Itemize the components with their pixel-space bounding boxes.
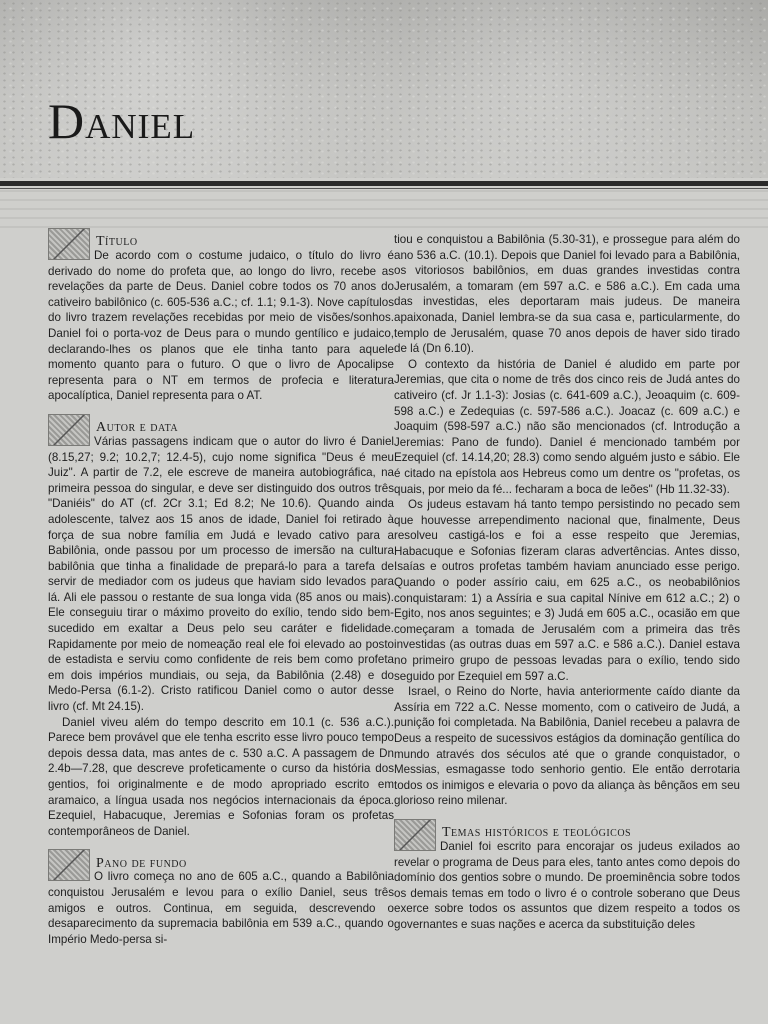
paragraph: Daniel viveu além do tempo descrito em 10.1 (c. 536 a.C.). Parece bem provável que ele tenha escrito esse livro pouco tempo depois dessa data, mas antes de c. 530 a.C. A passagem de Dn 2.4b—7.28, que descreve profeticamente o curso da história dos gentios, foi originalmente e de modo apropriado escrito em aramaico, a língua usada nos negócios internacionais da época. Ezequiel, Habacuque, Jeremias e Sofonias foram os profetas contemporâneos de Daniel. — [48, 715, 394, 838]
scroll-icon — [48, 228, 90, 260]
paragraph: O livro começa no ano de 605 a.C., quando a Babilônia conquistou Jerusalém e levou para o exílio Daniel, seus três amigos e outros. Continua, em seguida, descrevendo o desaparecimento da supremacia babilônia em 539 a.C., quando o Império Medo-persa si- — [48, 870, 394, 946]
paragraph: Várias passagens indicam que o autor do livro é Daniel (8.15,27; 9.2; 10.2,7; 12.4-5), cujo nome significa "Deus é meu Juiz". A partir de 7.2, ele escreve de maneira autobiográfica, na primeira pessoa do singular, e deve ser distinguido dos outros três "Daniéis" do AT (cf. 2Cr 3.1; Ed 8.2; Ne 10.6). Quando ainda adolescente, talvez aos 15 anos de idade, Daniel foi retirado à força de sua nobre família em Judá e levado cativo para a Babilônia, onde passou por um processo de imersão na cultura babilônia que tinha a finalidade de prepará-lo para a tarefa de servir de mediador com os judeus que haviam sido levados para lá. Ali ele passou o restante de sua longa vida (85 anos ou mais). Ele conseguiu tirar o máximo proveito do exílio, tendo sido bem-sucedido em exaltar a Deus pelo seu caráter e fidelidade. Rapidamente por meio de nomeação real ele foi elevado ao posto de estadista e serviu como confidente de reis bem como profeta em dois impérios mundiais, ou seja, da Babilônia (2.48) e do Medo-Persa (6.1-2). Cristo ratificou Daniel como o autor desse livro (cf. Mt 24.15). — [48, 434, 394, 714]
section-title-temas: Temas históricos e teológicos — [442, 825, 632, 841]
paragraph: Daniel foi escrito para encorajar os judeus exilados ao revelar o programa de Deus para eles, tanto antes como depois do domínio dos gentios sobre o mundo. De proeminência sobre todos os demais temas em todo o livro é o controle soberano que Deus exerce sobre todos os assuntos que dizem respeito a todos os governantes e suas nações e acerca da substituição deles — [394, 839, 740, 931]
book-title: Daniel — [48, 93, 196, 149]
scroll-icon — [394, 819, 436, 851]
scroll-icon — [48, 849, 90, 881]
scroll-icon — [48, 414, 90, 446]
section-title-titulo: Título — [96, 234, 138, 250]
header-rule — [0, 181, 768, 186]
header-rule-thin — [0, 188, 768, 189]
paragraph: Os judeus estavam há tanto tempo persistindo no pecado sem que houvesse arrependimento nacional que, finalmente, Deus resolveu castigá-los e foi a esse respeito que Jeremias, Habacuque e Sofonias fizeram claras advertências. Antes disso, Isaías e outros profetas também haviam anunciado esse perigo. Quando o poder assírio caiu, em 625 a.C., os neobabilônios conquistaram: 1) a Assíria e sua capital Nínive em 612 a.C.; 2) o Egito, nos anos seguintes; e 3) Judá em 605 a.C., ocasião em que começaram a tomada de Jerusalém com a primeira das três investidas (as outras duas em 597 a.C. e 586 a.C.). Daniel estava no primeiro grupo de pessoas levadas para o exílio, tendo sido seguido por Ezequiel em 597 a.C. — [394, 498, 740, 683]
left-column — [48, 232, 394, 961]
section-title-autor-data: Autor e data — [96, 420, 179, 436]
section-titulo — [48, 232, 394, 404]
continued-text — [394, 232, 740, 809]
chapter-header-banner — [0, 0, 768, 178]
header-texture — [0, 0, 768, 178]
paragraph: tiou e conquistou a Babilônia (5.30-31), e prossegue para além do ano 536 a.C. (10.1). Depois que Daniel foi levado para a Babilônia, os vitoriosos babilônios, em duas grandes investidas contra Jerusalém, a tomaram (em 597 a.C. e 586 a.C.). Em cada uma das investidas, eles deportaram mais judeus. De maneira apaixonada, Daniel lembra-se da sua casa e, particularmente, do templo de Jerusalém, quase 70 anos depois de haver sido tirado de lá (Dn 6.10). — [394, 233, 740, 356]
paragraph: O contexto da história de Daniel é aludido em parte por Jeremias, que cita o nome de três dos cinco reis de Judá antes do cativeiro (cf. Jr 1.1-3): Josias (c. 641-609 a.C.), Jeoaquim (c. 609-598 a.C.) e Zedequias (c. 597-586 a.C.). Joacaz (c. 609 a.C.) e Joaquim (598-597 a.C.) não são mencionados (cf. Introdução a Jeremias: Pano de fundo). Daniel é mencionado também por Ezequiel (cf. 14.14,20; 28.3) como sendo alguém justo e sábio. Ele é citado na epístola aos Hebreus como um dentre os "profetas, os quais, por meio da fé... fecharam a boca de leões" (Hb 11.32-33). — [394, 357, 740, 496]
paragraph: De acordo com o costume judaico, o título do livro é derivado do nome do profeta que, ao longo do livro, recebe as revelações da parte de Deus. Daniel cobre todos os 70 anos do cativeiro babilônico (c. 605-536 a.C.; cf. 1.1; 9.1-3). Nove capítulos do livro trazem revelações recebidas por meio de visões/sonhos. Daniel foi o porta-voz de Deus para o mundo gentílico e judaico, declarando-lhes os planos que ele tinha tanto para aquele momento quanto para o futuro. O que o livro de Apocalipse representa para o NT em termos de profecia e literatura apocalíptica, Daniel representa para o AT. — [48, 249, 394, 403]
paragraph: Israel, o Reino do Norte, havia anteriormente caído diante da Assíria em 722 a.C. Nesse momento, com o cativeiro de Judá, a punição foi completada. Na Babilônia, Daniel recebeu a palavra de Deus a respeito de sucessivos estágios da dominação gentílica do mundo através dos séculos até que o grande conquistador, o Messias, esmagasse todo senhorio gentio. Ele então derrotaria todos os inimigos e elevaria o povo da aliança às bênçãos em seu glorioso reino milenar. — [394, 685, 740, 808]
section-temas — [394, 823, 740, 933]
section-autor-data — [48, 418, 394, 839]
section-pano-de-fundo — [48, 853, 394, 947]
bleed-through-texture — [0, 190, 768, 232]
right-column — [394, 232, 740, 947]
section-title-pano-de-fundo: Pano de fundo — [96, 855, 187, 871]
